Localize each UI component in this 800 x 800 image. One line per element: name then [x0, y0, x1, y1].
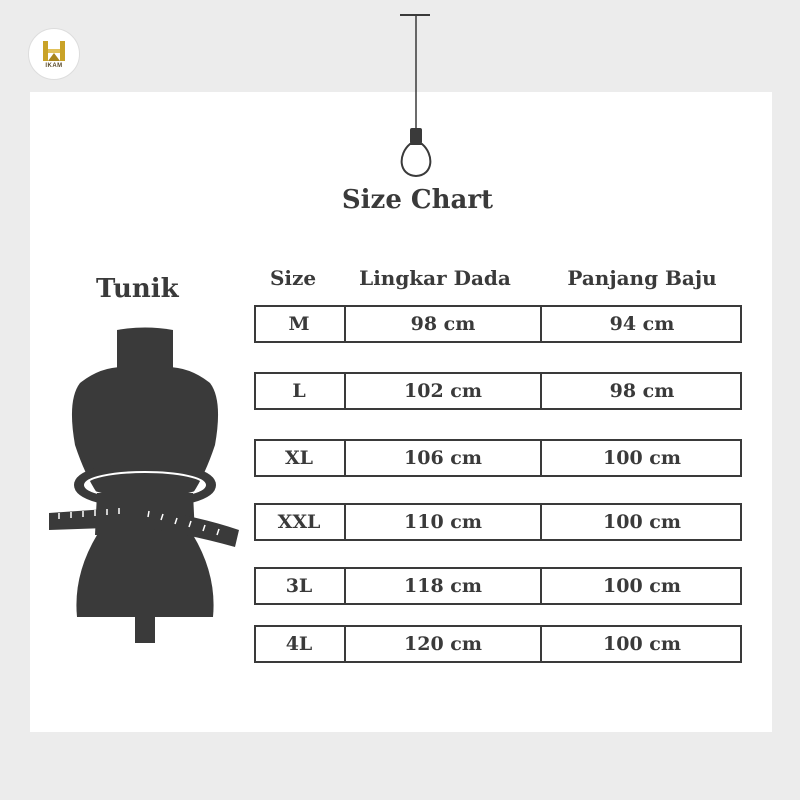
cell-length: 100 cm: [540, 505, 742, 539]
cell-size: XXL: [277, 511, 321, 533]
cell-chest: 98 cm: [344, 307, 540, 341]
cell-chest: 106 cm: [344, 441, 540, 475]
cell-chest: 110 cm: [344, 505, 540, 539]
table-row: [254, 372, 742, 410]
column-header-size: Size: [269, 266, 317, 290]
table-row: [254, 625, 742, 663]
cell-size: L: [292, 380, 306, 402]
cell-length: 100 cm: [540, 569, 742, 603]
logo-mark-icon: [29, 29, 79, 79]
hanging-lamp-icon: [400, 12, 432, 177]
cell-length: 100 cm: [540, 627, 742, 661]
table-row: [254, 567, 742, 605]
mannequin-icon: [45, 325, 245, 650]
cell-chest: 102 cm: [344, 374, 540, 408]
cell-length: 100 cm: [540, 441, 742, 475]
cell-size: M: [288, 313, 310, 335]
cell-size: XL: [284, 447, 314, 469]
column-header-chest: Lingkar Dada: [359, 266, 511, 290]
table-row: [254, 503, 742, 541]
cell-size: 4L: [285, 633, 313, 655]
page-title: Size Chart: [341, 185, 494, 215]
brand-logo: [28, 28, 80, 80]
cell-length: 94 cm: [540, 307, 742, 341]
cell-size: 3L: [285, 575, 313, 597]
column-header-length: Panjang Baju: [567, 266, 717, 290]
cell-chest: 120 cm: [344, 627, 540, 661]
table-row: [254, 439, 742, 477]
table-row: [254, 305, 742, 343]
logo-text: IKAM: [45, 63, 63, 69]
product-name: Tunik: [96, 274, 179, 304]
cell-chest: 118 cm: [344, 569, 540, 603]
cell-length: 98 cm: [540, 374, 742, 408]
